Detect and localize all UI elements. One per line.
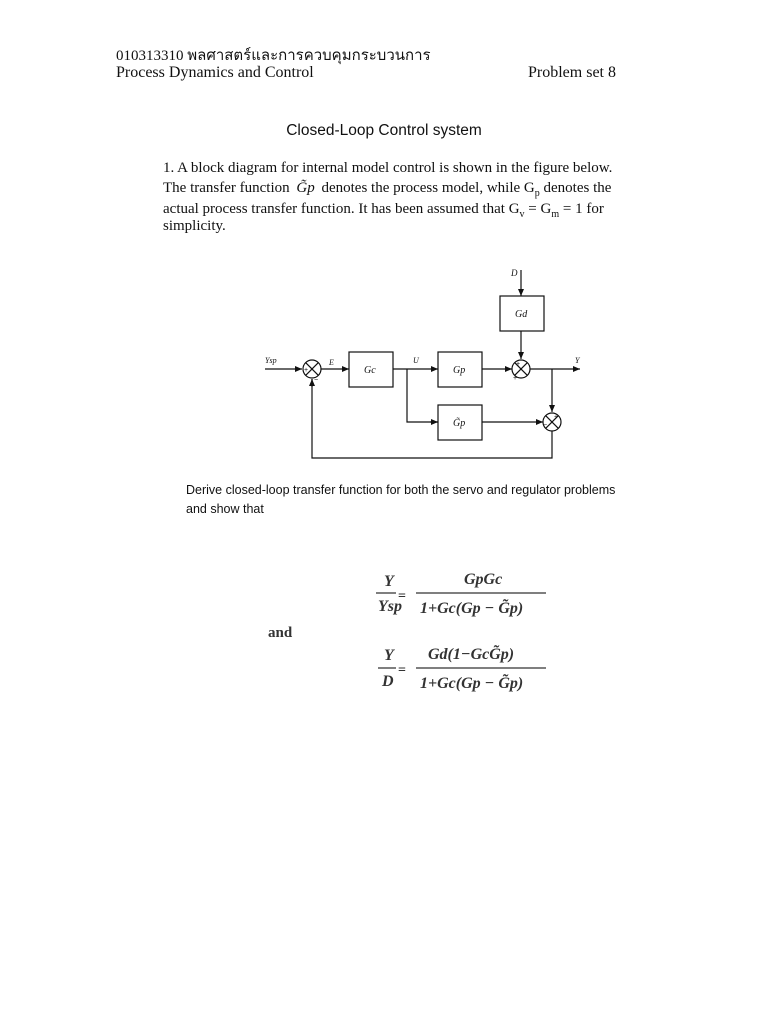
- comparator-2-minus: −: [543, 422, 548, 429]
- disturbance-label: D: [511, 268, 518, 278]
- course-title: Process Dynamics and Control: [116, 64, 314, 81]
- servo-rhs-denominator: 1+Gc(Gp − G̃p): [420, 600, 524, 617]
- problem-line-2-b: denotes the process model, while G: [321, 180, 535, 196]
- gc-label: Gc: [364, 365, 376, 376]
- servo-lhs-denominator: Ysp: [378, 598, 402, 615]
- result-equations: [260, 560, 560, 710]
- summing-plus-left: +: [513, 375, 518, 382]
- reg-equals: =: [398, 663, 406, 678]
- output-label: Y: [575, 356, 580, 365]
- imc-block-diagram: [255, 262, 595, 467]
- feedback-line: [312, 379, 552, 458]
- reg-rhs-denominator: 1+Gc(Gp − G̃p): [420, 675, 524, 692]
- problem-line-1: 1. A block diagram for internal model control is shown in the figure below.: [163, 160, 613, 176]
- servo-equals: =: [398, 589, 406, 604]
- problem-line-2-a: The transfer function: [163, 180, 290, 196]
- problem-line-4: simplicity.: [163, 218, 226, 234]
- problem-line-2-c: denotes the: [539, 180, 612, 196]
- process-model-symbol: G̃p: [296, 180, 315, 196]
- model-label: G̃p: [453, 418, 466, 429]
- gp-label: Gp: [453, 365, 466, 376]
- instruction-line-2: and show that: [186, 502, 264, 516]
- servo-rhs-numerator: GpGc: [464, 571, 503, 588]
- problem-set-label: Problem set 8: [528, 64, 616, 81]
- reg-rhs-numerator: Gd(1−GcG̃p): [428, 646, 515, 663]
- summing-plus-top: +: [516, 361, 521, 368]
- setpoint-label: Ysp: [265, 356, 277, 365]
- comparator-1-plus: +: [304, 367, 309, 374]
- problem-line-3: [163, 199, 604, 225]
- problem-line-3-b: = G: [524, 201, 552, 217]
- course-code: 010313310 พลศาสตร์และการควบคุมกระบวนการ: [116, 48, 431, 64]
- u-branch-line: [407, 369, 438, 422]
- instruction-line-1: Derive closed-loop transfer function for both the servo and regulator problems: [186, 483, 616, 497]
- gd-label: Gd: [515, 309, 528, 320]
- problem-line-3-sub-v: v: [519, 209, 525, 220]
- reg-lhs-numerator: Y: [384, 647, 394, 664]
- comparator-1-minus: −: [314, 377, 319, 384]
- reg-lhs-denominator: D: [382, 673, 394, 690]
- problem-line-3-c: = 1 for: [559, 201, 604, 217]
- conjunction-and: and: [268, 625, 293, 641]
- problem-line-3-a: actual process transfer function. It has been assumed that G: [163, 201, 520, 217]
- error-label: E: [329, 358, 334, 367]
- servo-lhs-numerator: Y: [384, 573, 394, 590]
- input-label: U: [413, 356, 419, 365]
- section-title: Closed-Loop Control system: [286, 122, 482, 139]
- problem-line-3-sub-m: m: [551, 209, 560, 220]
- problem-line-2-sub: p: [534, 188, 540, 199]
- comparator-2-plus: +: [554, 414, 559, 421]
